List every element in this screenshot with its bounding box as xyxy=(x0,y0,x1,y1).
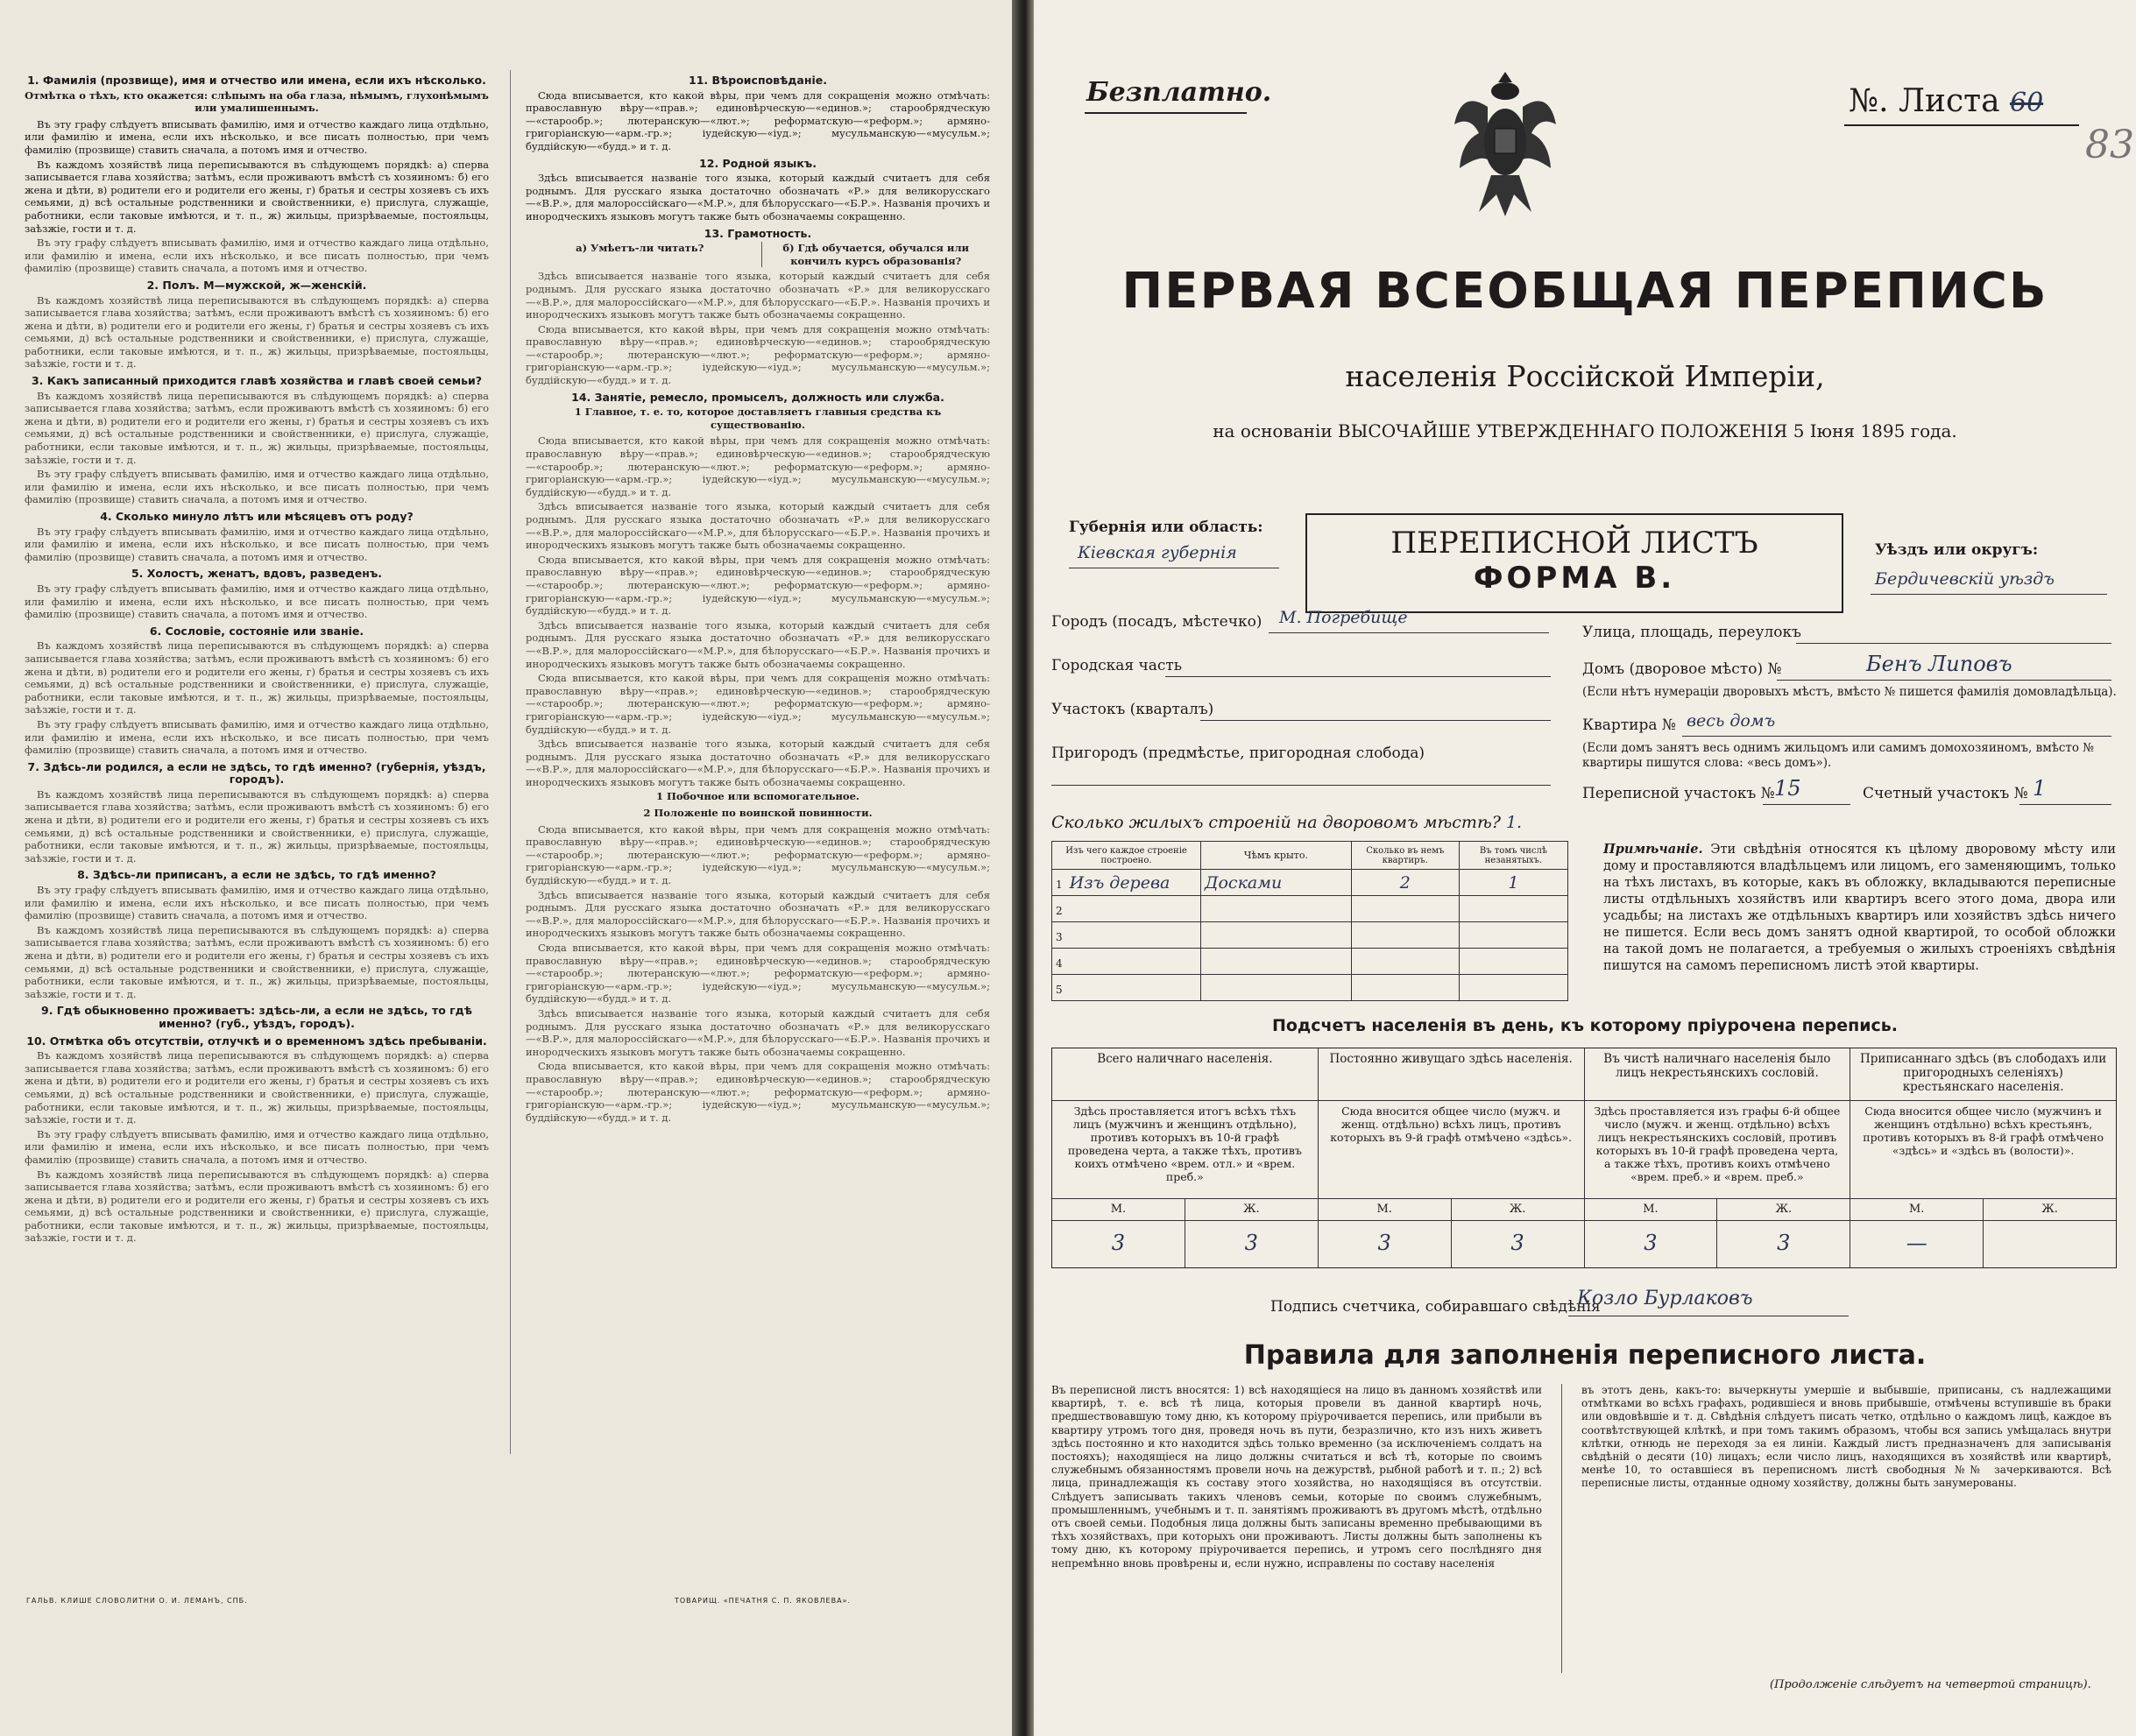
house-hint: (Если нѣтъ нумераціи дворовыхъ мѣстъ, вмѣсто № пишется фамилія домовладѣльца). xyxy=(1582,685,2117,699)
paragraph: Здѣсь вписывается названіе того языка, который каждый считаетъ для себя роднымъ. Для русскаго языка достаточно обозначать «Р.» для великорусскаго—«В.Р.», для малороссійскаго—«М.Р.», для бѣлорусскаго—«Б.Р.». Названія прочихъ и инородческихъ языковъ могутъ также быть обозначаемы сокращенно. xyxy=(526,500,990,552)
rules-title: Правила для заполненія переписного листа. xyxy=(1243,1340,1927,1371)
paragraph: Сюда вписывается, кто какой вѣры, при чемъ для сокращенія можно отмѣчать: православную вѣру—«прав.»; единовѣрческую—«единов.»; старообрядческую—«старообр.»; лютеранскую—«лют.»; реформатскую—«реформ.»; армяно-григоріанскую—«арм.-гр.»; іудейскую—«іуд.»; мусульманскую—«мусульм.»; буддійскую—«будд.» и т. д. xyxy=(526,1060,990,1124)
paragraph: Сюда вписывается, кто какой вѣры, при чемъ для сокращенія можно отмѣчать: православную вѣру—«прав.»; единовѣрческую—«единов.»; старообрядческую—«старообр.»; лютеранскую—«лют.»; реформатскую—«реформ.»; армяно-григоріанскую—«арм.-гр.»; іудейскую—«іуд.»; мусульманскую—«мусульм.»; буддійскую—«будд.» и т. д. xyxy=(526,942,990,1006)
buildings-row xyxy=(1052,922,1568,949)
buildings-header-roof: Чѣмъ крыто. xyxy=(1201,842,1352,870)
buildings-row-number: 3 xyxy=(1056,930,1063,943)
paragraph: Здѣсь вписывается названіе того языка, который каждый считаетъ для себя роднымъ. Для русскаго языка достаточно обозначать «Р.» для великорусскаго—«В.Р.», для малороссійскаго—«М.Р.», для бѣлорусскаго—«Б.Р.». Названія прочихъ и инородческихъ языковъ могутъ также быть обозначаемы сокращенно. xyxy=(526,1006,990,1058)
count-columns xyxy=(1052,1048,2116,1267)
count-table xyxy=(1051,1048,2117,1268)
buildings-value-vacant: 1 xyxy=(1508,872,1519,893)
count-area-value: 1 xyxy=(2033,776,2047,801)
sheet-number-value: 60 xyxy=(2009,88,2044,118)
count-header-m: М. xyxy=(1850,1199,1984,1220)
house-note: (дворовое мѣсто) № xyxy=(1629,660,1782,678)
census-area-value: 15 xyxy=(1774,776,1801,801)
note-text: Эти свѣдѣнія относятся къ цѣлому дворовому мѣсту или дому и проставляются владѣльцемъ или лицомъ, его заменяющимъ, только на тѣхъ листахъ, въ которые, какъ въ обложку, вкладываются переписные листы отдѣльныхъ хозяйствъ или квартиръ всего этого дома, двора или усадьбы; на листахъ же отдѣльныхъ квартиръ или хозяйствъ здѣсь ничего не пишется. Если весь домъ занятъ одной квартирой, то особой обложки на такой домъ не полагается, а требуемыя о жилыхъ строеніяхъ свѣдѣнія пишутся на самомъ переписномъ листѣ этой квартиры. xyxy=(1603,843,2116,973)
buildings-answer: 1. xyxy=(1505,813,1523,832)
signature-label: Подпись счетчика, собиравшаго свѣдѣнія xyxy=(1270,1298,1601,1316)
district-label: Участокъ (кварталъ) xyxy=(1051,701,1214,718)
uezd-value: Бердичевскiй уѣздъ xyxy=(1875,569,2055,589)
buildings-header-material: Изъ чего каждое строеніе построено. xyxy=(1052,842,1201,870)
flat-label: Квартира № xyxy=(1582,716,1676,734)
heading-7: 7. Здѣсь-ли родился, а если не здѣсь, то гдѣ именно? (губернія, уѣздъ, городъ). xyxy=(27,759,486,787)
buildings-table xyxy=(1051,841,1568,1001)
count-column-title: Въ чистѣ наличнаго населенія было лицъ некрестьянскихъ сословій. xyxy=(1585,1048,1850,1101)
paragraph: Здѣсь вписывается названіе того языка, который каждый считаетъ для себя роднымъ. Для русскаго языка достаточно обозначать «Р.» для великорусскаго—«В.Р.», для малороссійскаго—«М.Р.», для бѣлорусскаго—«Б.Р.». Названія прочихъ и инородческихъ языковъ могутъ также быть обозначаемы сокращенно. xyxy=(526,888,990,940)
heading-4: 4. Сколько минуло лѣтъ или мѣсяцевъ отъ роду? xyxy=(100,510,414,523)
buildings-table-body xyxy=(1052,870,1568,1001)
paragraph: Сюда вписывается, кто какой вѣры, при чемъ для сокращенія можно отмѣчать: православную вѣру—«прав.»; единовѣрческую—«единов.»; старообрядческую—«старообр.»; лютеранскую—«лют.»; реформатскую—«реформ.»; армяно-григоріанскую—«арм.-гр.»; іудейскую—«іуд.»; мусульманскую—«мусульм.»; буддійскую—«будд.» и т. д. xyxy=(526,553,990,617)
count-value-f: 3 xyxy=(1777,1231,1791,1255)
buildings-cell-material xyxy=(1052,975,1201,1001)
buildings-cell-material xyxy=(1052,949,1201,975)
city-part-line xyxy=(1165,676,1551,677)
heading-13b: б) Гдѣ обучается, обучался или кончилъ курсъ образованія? xyxy=(761,242,991,267)
buildings-cell-material xyxy=(1052,870,1201,896)
form-title: ФОРМА В. xyxy=(1473,561,1676,596)
count-header-f: Ж. xyxy=(1242,1203,1260,1216)
uezd-line xyxy=(1871,594,2107,595)
free-label: Безплатно. xyxy=(1086,77,1272,108)
heading-14b: 1 Побочное или вспомогательное. xyxy=(656,790,859,803)
heading-6: 6. Сословіе, состояніе или званіе. xyxy=(149,624,364,638)
buildings-cell-flats xyxy=(1351,870,1459,896)
buildings-row xyxy=(1052,896,1568,922)
signature-value: Козло Бурлаковъ xyxy=(1577,1288,1753,1309)
count-value-f xyxy=(1984,1221,2116,1267)
buildings-row-number: 1 xyxy=(1056,878,1063,891)
heading-13a: а) Умѣетъ-ли читать? xyxy=(576,242,704,255)
count-header-f: Ж. xyxy=(1509,1203,1526,1216)
house-value: Бенъ Липовъ xyxy=(1866,652,2012,676)
street-line xyxy=(1796,643,2111,644)
count-value-m: — xyxy=(1850,1221,1984,1267)
city-line xyxy=(1269,632,1549,633)
paragraph: Въ каждомъ хозяйствѣ лица переписываются въ слѣдующемъ порядкѣ: а) сперва записывается глава хозяйства; затѣмъ, если проживаютъ вмѣстѣ съ хозяиномъ: б) его жена и дѣти, в) родители его и родители его жены, г) братья и сестры хозяевъ съ ихъ семьями, д) всѣ остальные родственники и свойственники, е) прислуга, служащіе, работники, если таковые имѣются, и т. п., ж) жильцы, призрѣваемые, постояльцы, заѣзжіе, гости и т. д. xyxy=(25,787,489,864)
count-value-m: 3 xyxy=(1319,1221,1452,1267)
buildings-cell-vacant xyxy=(1459,896,1567,922)
district-line xyxy=(1200,720,1551,721)
city-part-label: Городская часть xyxy=(1051,657,1183,674)
sheet-number-label: №. Листа xyxy=(1849,83,2000,119)
margin-page-number: 83 xyxy=(2085,123,2134,167)
instructions-column-2 xyxy=(526,70,990,1126)
paragraph: Въ каждомъ хозяйствѣ лица переписываются въ слѣдующемъ порядкѣ: а) сперва записывается глава хозяйства; затѣмъ, если проживаютъ вмѣстѣ съ хозяиномъ: б) его жена и дѣти, в) родители его и родители его жены, г) братья и сестры хозяевъ съ ихъ семьями, д) всѣ остальные родственники и свойственники, е) прислуга, служащіе, работники, если таковые имѣются, и т. п., ж) жильцы, призрѣваемые, постояльцы, заѣзжіе, гости и т. д. xyxy=(25,639,489,716)
house-field xyxy=(1582,660,1782,678)
heading-14c: 2 Положеніе по воинской повинности. xyxy=(643,807,873,820)
paragraph: Въ эту графу слѣдуетъ вписывать фамилію, имя и отчество каждаго лица отдѣльно, или фамилію и имена, если ихъ нѣсколько, и все писать полностью, при чемъ фамилію (прозвище) ставить сначала, а потомъ имя и отчество. xyxy=(25,236,489,275)
count-header-m: М. xyxy=(1585,1199,1718,1220)
buildings-header-flats: Сколько въ немъ квартиръ. xyxy=(1351,842,1459,870)
heading-1: 1. Фамилія (прозвище), имя и отчество или имена, если ихъ нѣсколько. xyxy=(27,74,486,87)
count-value-f: 3 xyxy=(1244,1231,1258,1255)
count-column xyxy=(1052,1048,1319,1267)
buildings-row-number: 5 xyxy=(1056,983,1063,996)
buildings-row xyxy=(1052,870,1568,896)
heading-11: 11. Вѣроисповѣданіе. xyxy=(689,74,827,87)
buildings-cell-flats xyxy=(1351,949,1459,975)
sheet-type-title: ПЕРЕПИСНОЙ ЛИСТЪ xyxy=(1390,526,1758,561)
buildings-cell-roof xyxy=(1201,870,1352,896)
paragraph: Въ каждомъ хозяйствѣ лица переписываются въ слѣдующемъ порядкѣ: а) сперва записывается глава хозяйства; затѣмъ, если проживаютъ вмѣстѣ съ хозяиномъ: б) его жена и дѣти, в) родители его и родители его жены, г) братья и сестры хозяевъ съ ихъ семьями, д) всѣ остальные родственники и свойственники, е) прислуга, служащіе, работники, если таковые имѣются, и т. п., ж) жильцы, призрѣваемые, постояльцы, заѣзжіе, гости и т. д. xyxy=(25,293,489,370)
buildings-cell-flats xyxy=(1351,922,1459,949)
paragraph: Сюда вписывается, кто какой вѣры, при чемъ для сокращенія можно отмѣчать: православную вѣру—«прав.»; единовѣрческую—«единов.»; старообрядческую—«старообр.»; лютеранскую—«лют.»; реформатскую—«реформ.»; армяно-григоріанскую—«арм.-гр.»; іудейскую—«іуд.»; мусульманскую—«мусульм.»; буддійскую—«будд.» и т. д. xyxy=(526,672,990,736)
count-column-desc: Здѣсь проставляется изъ графы 6-й общее число (мужч. и женщ. отдѣльно) всѣхъ лицъ некрестьянскихъ сословій, противъ которыхъ въ 10-й графѣ проведена черта, а также тѣхъ, противъ коихъ отмѣчено «врем. преб.» и «врем. преб.» xyxy=(1585,1101,1850,1199)
heading-3: 3. Какъ записанный приходится главѣ хозяйства и главѣ своей семьи? xyxy=(31,374,483,388)
imperial-eagle-icon xyxy=(1453,72,1558,221)
buildings-row-number: 4 xyxy=(1056,956,1063,970)
buildings-cell-material xyxy=(1052,896,1201,922)
census-subtitle: населенія Россійской Имперіи, xyxy=(1345,359,1825,393)
flat-line xyxy=(1682,736,2111,737)
flat-hint: (Если домъ занятъ весь однимъ жильцомъ или самимъ домохозяиномъ, вмѣсто № квартиры пишутся слова: «весь домъ»). xyxy=(1582,741,2095,770)
paragraph: Здѣсь вписывается названіе того языка, который каждый считаетъ для себя роднымъ. Для русскаго языка достаточно обозначать «Р.» для великорусскаго—«В.Р.», для малороссійскаго—«М.Р.», для бѣлорусскаго—«Б.Р.». Названія прочихъ и инородческихъ языковъ могутъ также быть обозначаемы сокращенно. xyxy=(526,172,990,222)
rules-divider xyxy=(1561,1384,1562,1673)
count-column xyxy=(1319,1048,1585,1267)
column-divider xyxy=(510,70,511,1454)
sheet-type-box xyxy=(1305,513,1843,613)
count-column-desc: Сюда вносится общее число (мужчинъ и женщинъ отдѣльно) всѣхъ крестьянъ, противъ которыхъ въ 8-й графѣ отмѣчено «здѣсь» и «здѣсь въ (волости)». xyxy=(1850,1101,2116,1199)
buildings-cell-roof xyxy=(1201,975,1352,1001)
heading-2: 2. Полъ. М—мужской, ж—женскій. xyxy=(146,278,367,292)
paragraph: Въ каждомъ хозяйствѣ лица переписываются въ слѣдующемъ порядкѣ: а) сперва записывается глава хозяйства; затѣмъ, если проживаютъ вмѣстѣ съ хозяиномъ: б) его жена и дѣти, в) родители его и родители его жены, г) братья и сестры хозяевъ съ ихъ семьями, д) всѣ остальные родственники и свойственники, е) прислуга, служащіе, работники, если таковые имѣются, и т. п., ж) жильцы, призрѣваемые, постояльцы, заѣзжіе, гости и т. д. xyxy=(25,389,489,466)
count-value-f: 3 xyxy=(1510,1231,1524,1255)
street-label: Улица, площадь, переулокъ xyxy=(1582,624,1801,641)
paragraph: Сюда вписывается, кто какой вѣры, при чемъ для сокращенія можно отмѣчать: православную вѣру—«прав.»; единовѣрческую—«единов.»; старообрядческую—«старообр.»; лютеранскую—«лют.»; реформатскую—«реформ.»; армяно-григоріанскую—«арм.-гр.»; іудейскую—«іуд.»; мусульманскую—«мусульм.»; буддійскую—«будд.» и т. д. xyxy=(526,822,990,887)
buildings-cell-vacant xyxy=(1459,975,1567,1001)
buildings-cell-flats xyxy=(1351,975,1459,1001)
count-column xyxy=(1585,1048,1851,1267)
free-underline xyxy=(1085,112,1247,114)
buildings-cell-vacant xyxy=(1459,870,1567,896)
heading-14a: 1 Главное, т. е. то, которое доставляетъ главныя средства къ существованію. xyxy=(574,406,942,431)
paragraph: Здѣсь вписывается названіе того языка, который каждый считаетъ для себя роднымъ. Для русскаго языка достаточно обозначать «Р.» для великорусскаго—«В.Р.», для малороссійскаго—«М.Р.», для бѣлорусскаго—«Б.Р.». Названія прочихъ и инородческихъ языковъ могутъ также быть обозначаемы сокращенно. xyxy=(526,737,990,788)
count-column-title: Постоянно живущаго здѣсь населенія. xyxy=(1319,1048,1584,1101)
paragraph: Сюда вписывается, кто какой вѣры, при чемъ для сокращенія можно отмѣчать: православную вѣру—«прав.»; единовѣрческую—«единов.»; старообрядческую—«старообр.»; лютеранскую—«лют.»; реформатскую—«реформ.»; армяно-григоріанскую—«арм.-гр.»; іудейскую—«іуд.»; мусульманскую—«мусульм.»; буддійскую—«будд.» и т. д. xyxy=(526,434,990,498)
flat-value: весь домъ xyxy=(1687,711,1776,730)
count-header-m: М. xyxy=(1319,1199,1452,1220)
count-value-m: 3 xyxy=(1585,1221,1718,1267)
count-title: Подсчетъ населенія въ день, къ которому пріурочена перепись. xyxy=(1271,1016,1899,1035)
count-column-title: Всего наличнаго населенія. xyxy=(1052,1048,1318,1101)
census-area-label: Переписной участокъ № xyxy=(1582,785,1775,802)
heading-1-sub: Отмѣтка о тѣхъ, кто окажется: слѣпымъ на оба глаза, нѣмымъ, глухонѣмымъ или умалишеннымъ. xyxy=(25,88,489,115)
count-column-desc: Здѣсь проставляется итогъ всѣхъ тѣхъ лицъ (мужчинъ и женщинъ отдѣльно), противъ которыхъ въ 10-й графѣ проведена черта, а также тѣхъ, противъ коихъ отмѣчено «врем. отл.» и «врем. преб.» xyxy=(1052,1101,1318,1199)
buildings-row xyxy=(1052,975,1568,1001)
paragraph: Здѣсь вписывается названіе того языка, который каждый считаетъ для себя роднымъ. Для русскаго языка достаточно обозначать «Р.» для великорусскаго—«В.Р.», для малороссійскаго—«М.Р.», для бѣлорусскаго—«Б.Р.». Названія прочихъ и инородческихъ языковъ могутъ также быть обозначаемы сокращенно. xyxy=(526,618,990,670)
sheet-underline xyxy=(1844,124,2079,126)
sheet-number xyxy=(1849,83,2043,119)
suburb-label: Пригородъ (предмѣстье, пригородная слобода) xyxy=(1051,745,1425,762)
paragraph: Въ эту графу слѣдуетъ вписывать фамилію, имя и отчество каждаго лица отдѣльно, или фамилію и имена, если ихъ нѣсколько, и все писать полностью, при чемъ фамилію (прозвище) ставить сначала, а потомъ имя и отчество. xyxy=(25,884,489,922)
paragraph: Въ эту графу слѣдуетъ вписывать фамилію, имя и отчество каждаго лица отдѣльно, или фамилію и имена, если ихъ нѣсколько, и все писать полностью, при чемъ фамилію (прозвище) ставить сначала, а потомъ имя и отчество. xyxy=(25,582,489,621)
count-header-f: Ж. xyxy=(2041,1203,2058,1216)
rules-left-column: Въ переписной листъ вносятся: 1) всѣ находящіеся на лицо въ данномъ хозяйствѣ или квартирѣ, т. е. всѣ тѣ лица, которыя провели въ данной квартирѣ ночь, предшествовавшую тому дню, къ которому пріурочивается перепись, или прибыли въ квартиру утромъ того дня, проведя ночь въ пути, безразлично, кто изъ нихъ живетъ здѣсь постоянно и кто находится здѣсь только временно (за исключеніемъ солдатъ на постояхъ); находящіеся на лицо должны считаться и всѣ тѣ, которые по своимъ служебнымъ обязанностямъ провели ночь на дежурствѣ, рыбной работѣ и т. п.; 2) всѣ лица, принадлежащія къ составу этого хозяйства, но находящіяся въ отсутствіи. Слѣдуетъ записывать такихъ членовъ семьи, которые по своимъ служебнымъ, промышленнымъ, учебнымъ и т. п. занятіямъ проживаютъ въ другомъ мѣстѣ, отдѣльно отъ своей семьи. Подобныя лица должны быть записаны временно пребывающими въ тѣхъ хозяйствахъ, при которыхъ они проживаютъ. Листы должны быть заполнены къ тому дню, къ которому пріурочивается перепись, и утромъ сего послѣдняго дня непремѣнно вновь провѣрены и, если нужно, исправлены по составу населенія xyxy=(1051,1384,1542,1570)
paragraph: Въ каждомъ хозяйствѣ лица переписываются въ слѣдующемъ порядкѣ: а) сперва записывается глава хозяйства; затѣмъ, если проживаютъ вмѣстѣ съ хозяиномъ: б) его жена и дѣти, в) родители его и родители его жены, г) братья и сестры хозяевъ съ ихъ семьями, д) всѣ остальные родственники и свойственники, е) прислуга, служащіе, работники, если таковые имѣются, и т. п., ж) жильцы, призрѣваемые, постояльцы, заѣзжіе, гости и т. д. xyxy=(25,1049,489,1126)
buildings-cell-roof xyxy=(1201,949,1352,975)
house-label: Домъ xyxy=(1582,660,1625,678)
count-area-line xyxy=(2019,804,2111,805)
heading-5: 5. Холостъ, женатъ, вдовъ, разведенъ. xyxy=(131,567,383,581)
paragraph: Въ эту графу слѣдуетъ вписывать фамилію, имя и отчество каждаго лица отдѣльно, или фамилію и имена, если ихъ нѣсколько, и все писать полностью, при чемъ фамилію (прозвище) ставить сначала, а потомъ имя и отчество. xyxy=(25,468,489,506)
count-header-m: М. xyxy=(1052,1199,1185,1220)
guberniya-label: Губернія или область: xyxy=(1069,519,1263,536)
note-title: Примѣчаніе. xyxy=(1603,842,1703,857)
paragraph: Здѣсь вписывается названіе того языка, который каждый считаетъ для себя роднымъ. Для русскаго языка достаточно обозначать «Р.» для великорусскаго—«В.Р.», для малороссійскаго—«М.Р.», для бѣлорусскаго—«Б.Р.». Названія прочихъ и инородческихъ языковъ могутъ также быть обозначаемы сокращенно. xyxy=(526,270,990,321)
suburb-line xyxy=(1051,785,1551,786)
buildings-header-vacant: Въ томъ числѣ незанятыхъ. xyxy=(1459,842,1567,870)
buildings-cell-vacant xyxy=(1459,922,1567,949)
book-spine xyxy=(1012,0,1034,1736)
rules-right-column: въ этотъ день, какъ-то: вычеркнуты умершіе и выбывшіе, приписаны, съ надлежащими отмѣтками во всѣхъ графахъ, родившіеся и вновь прибывшіе, отмѣчены вступившіе въ браки или овдовѣвшіе и т. д. Свѣдѣнія слѣдуетъ писать четко, отдѣльно о каждомъ лицѣ, каждое въ соотвѣтствующей клѣткѣ, и при томъ такимъ образомъ, чтобы вся запись умѣщалась внутри клѣтки, отнюдь не переходя за ея линіи. Каждый листъ предназначенъ для записыванія свѣдѣній о десяти (10) лицахъ; если число лицъ, находящихся въ хозяйствѣ или квартирѣ, менѣе 10, то оставшіеся въ переписномъ листѣ свободныя №№ зачеркиваются. Всѣ переписные листы, отданные одному хозяйству, должны быть занумерованы. xyxy=(1581,1384,2111,1490)
census-title: ПЕРВАЯ ВСЕОБЩАЯ ПЕРЕПИСЬ xyxy=(1121,263,2048,320)
count-column xyxy=(1850,1048,2116,1267)
count-value-m: 3 xyxy=(1052,1221,1185,1267)
uezd-label: Уѣздъ или округъ: xyxy=(1875,541,2039,559)
buildings-value-flats: 2 xyxy=(1399,872,1411,893)
printer-note-left: ГАЛЬВ. КЛИШЕ СЛОВОЛИТНИ О. И. ЛЕМАНЪ, СПБ. xyxy=(26,1597,248,1605)
guberniya-value: Кiевская губернiя xyxy=(1078,543,1237,562)
paragraph: Въ эту графу слѣдуетъ вписывать фамилію, имя и отчество каждаго лица отдѣльно, или фамилію и имена, если ихъ нѣсколько, и все писать полностью, при чемъ фамилію (прозвище) ставить сначала, а потомъ имя и отчество. xyxy=(25,117,489,156)
count-column-desc: Сюда вносится общее число (мужч. и женщ. отдѣльно) всѣхъ лицъ, противъ которыхъ въ 9-й графѣ отмѣчено «здѣсь». xyxy=(1319,1101,1584,1199)
buildings-question xyxy=(1051,813,1522,832)
census-area-line xyxy=(1763,804,1850,805)
house-line xyxy=(1777,680,2111,681)
legal-basis: на основаніи ВЫСОЧАЙШЕ УТВЕРЖДЕННАГО ПОЛОЖЕНІЯ 5 Іюня 1895 года. xyxy=(1213,420,1957,441)
count-area-label: Счетный участокъ № xyxy=(1863,785,2028,802)
heading-13: 13. Грамотность. xyxy=(704,226,812,240)
count-header-f: Ж. xyxy=(1775,1203,1793,1216)
paragraph: Въ каждомъ хозяйствѣ лица переписываются въ слѣдующемъ порядкѣ: а) сперва записывается глава хозяйства; затѣмъ, если проживаютъ вмѣстѣ съ хозяиномъ: б) его жена и дѣти, в) родители его и родители его жены, г) братья и сестры хозяевъ съ ихъ семьями, д) всѣ остальные родственники и свойственники, е) прислуга, служащіе, работники, если таковые имѣются, и т. п., ж) жильцы, призрѣваемые, постояльцы, заѣзжіе, гости и т. д. xyxy=(25,158,489,235)
city-value: М. Погребище xyxy=(1279,608,1408,627)
buildings-row-number: 2 xyxy=(1056,904,1063,917)
census-form-page xyxy=(1034,0,2136,1736)
paragraph: Сюда вписывается, кто какой вѣры, при чемъ для сокращенія можно отмѣчать: православную вѣру—«прав.»; единовѣрческую—«единов.»; старообрядческую—«старообр.»; лютеранскую—«лют.»; реформатскую—«реформ.»; армяно-григоріанскую—«арм.-гр.»; іудейскую—«іуд.»; мусульманскую—«мусульм.»; буддійскую—«будд.» и т. д. xyxy=(526,322,990,387)
instructions-column-1 xyxy=(25,70,489,1246)
heading-9: 9. Гдѣ обыкновенно проживаетъ: здѣсь-ли, а если не здѣсь, то гдѣ именно? (губ., уѣздъ, городъ). xyxy=(41,1004,472,1030)
buildings-cell-roof xyxy=(1201,922,1352,949)
rules-continuation: (Продолженіе слѣдуетъ на четвертой страницѣ). xyxy=(1770,1678,2091,1691)
buildings-cell-material xyxy=(1052,922,1201,949)
note-block xyxy=(1603,841,2116,975)
heading-14: 14. Занятіе, ремесло, промыселъ, должность или служба. xyxy=(571,390,944,404)
buildings-cell-flats xyxy=(1351,896,1459,922)
buildings-cell-roof xyxy=(1201,896,1352,922)
paragraph: Въ эту графу слѣдуетъ вписывать фамилію, имя и отчество каждаго лица отдѣльно, или фамилію и имена, если ихъ нѣсколько, и все писать полностью, при чемъ фамилію (прозвище) ставить сначала, а потомъ имя и отчество. xyxy=(25,525,489,563)
buildings-value-material: Изъ дерева xyxy=(1069,872,1171,893)
paragraph: Въ каждомъ хозяйствѣ лица переписываются въ слѣдующемъ порядкѣ: а) сперва записывается глава хозяйства; затѣмъ, если проживаютъ вмѣстѣ съ хозяиномъ: б) его жена и дѣти, в) родители его и родители его жены, г) братья и сестры хозяевъ съ ихъ семьями, д) всѣ остальные родственники и свойственники, е) прислуга, служащіе, работники, если таковые имѣются, и т. п., ж) жильцы, призрѣваемые, постояльцы, заѣзжіе, гости и т. д. xyxy=(25,923,489,1000)
paragraph: Въ эту графу слѣдуетъ вписывать фамилію, имя и отчество каждаго лица отдѣльно, или фамилію и имена, если ихъ нѣсколько, и все писать полностью, при чемъ фамилію (прозвище) ставить сначала, а потомъ имя и отчество. xyxy=(25,717,489,757)
city-label: Городъ (посадъ, мѣстечко) xyxy=(1051,613,1263,631)
count-column-title: Приписаннаго здѣсь (въ слободахъ или пригородныхъ селеніяхъ) крестьянскаго населенія. xyxy=(1850,1048,2116,1101)
paragraph: Въ эту графу слѣдуетъ вписывать фамилію, имя и отчество каждаго лица отдѣльно, или фамилію и имена, если ихъ нѣсколько, и все писать полностью, при чемъ фамилію (прозвище) ставить сначала, а потомъ имя и отчество. xyxy=(25,1127,489,1166)
heading-8: 8. Здѣсь-ли приписанъ, а если не здѣсь, то гдѣ именно? xyxy=(77,868,436,882)
buildings-value-roof: Досками xyxy=(1205,872,1283,893)
buildings-cell-vacant xyxy=(1459,949,1567,975)
buildings-row xyxy=(1052,949,1568,975)
heading-12: 12. Родной языкъ. xyxy=(699,156,817,170)
instructions-page xyxy=(0,0,1012,1736)
heading-10: 10. Отмѣтка объ отсутствіи, отлучкѣ и о временномъ здѣсь пребываніи. xyxy=(26,1034,487,1048)
printer-note-right: ТОВАРИЩ. «ПЕЧАТНЯ С. П. ЯКОВЛЕВА». xyxy=(675,1597,851,1605)
buildings-question-text: Сколько жилыхъ строеній на дворовомъ мѣстѣ? xyxy=(1051,813,1501,832)
paragraph: Сюда вписывается, кто какой вѣры, при чемъ для сокращенія можно отмѣчать: православную вѣру—«прав.»; единовѣрческую—«единов.»; старообрядческую—«старообр.»; лютеранскую—«лют.»; реформатскую—«реформ.»; армяно-григоріанскую—«арм.-гр.»; іудейскую—«іуд.»; мусульманскую—«мусульм.»; буддійскую—«будд.» и т. д. xyxy=(526,88,990,152)
paragraph: Въ каждомъ хозяйствѣ лица переписываются въ слѣдующемъ порядкѣ: а) сперва записывается глава хозяйства; затѣмъ, если проживаютъ вмѣстѣ съ хозяиномъ: б) его жена и дѣти, в) родители его и родители его жены, г) братья и сестры хозяевъ съ ихъ семьями, д) всѣ остальные родственники и свойственники, е) прислуга, служащіе, работники, если таковые имѣются, и т. п., ж) жильцы, призрѣваемые, постояльцы, заѣзжіе, гости и т. д. xyxy=(25,1168,489,1245)
